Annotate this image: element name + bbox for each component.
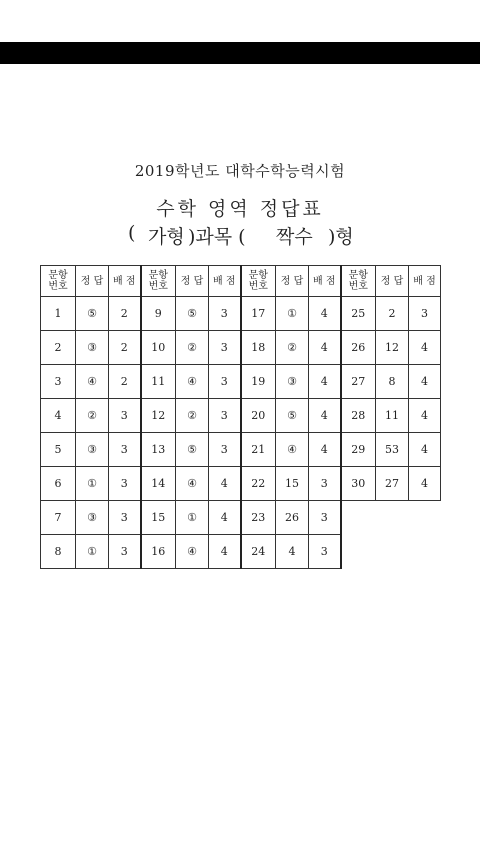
cell-answer: 53	[376, 433, 409, 467]
cell-num: 11	[141, 365, 176, 399]
cell-score: 3	[109, 501, 141, 535]
cell-answer: ④	[176, 365, 209, 399]
cell-score: 3	[109, 467, 141, 501]
cell-score: 3	[309, 535, 341, 569]
cell-num: 18	[241, 331, 276, 365]
cell-answer: ⑤	[176, 297, 209, 331]
cell-score: 3	[209, 297, 241, 331]
cell-num: 10	[141, 331, 176, 365]
cell-score: 3	[109, 399, 141, 433]
cell-score: 3	[409, 297, 441, 331]
cell-score: 4	[209, 501, 241, 535]
cell-score: 4	[309, 365, 341, 399]
header-answer-group-2: 정 답	[176, 266, 209, 297]
cell-score: 3	[209, 399, 241, 433]
cell-num: 29	[341, 433, 376, 467]
cell-score: 3	[109, 535, 141, 569]
type-close2: )형	[328, 226, 354, 248]
table-row	[41, 501, 441, 535]
cell-num: 15	[141, 501, 176, 535]
cell-num: 21	[241, 433, 276, 467]
cell-score: 3	[209, 365, 241, 399]
cell-num: 25	[341, 297, 376, 331]
cell-score: 2	[109, 297, 141, 331]
cell-score: 4	[409, 467, 441, 501]
cell-answer: ⑤	[176, 433, 209, 467]
cell-answer: ③	[76, 331, 109, 365]
cell-score: 4	[309, 331, 341, 365]
empty-cell	[409, 535, 441, 569]
cell-score: 4	[209, 535, 241, 569]
table-row	[41, 331, 441, 365]
exam-title: 2019학년도 대학수학능력시험	[134, 162, 346, 180]
type-close-paren: )과목 (	[188, 226, 246, 248]
cell-score: 3	[209, 331, 241, 365]
table-row	[41, 467, 441, 501]
cell-answer: 27	[376, 467, 409, 501]
header-score-group-3: 배 점	[309, 266, 341, 297]
cell-num: 19	[241, 365, 276, 399]
cell-score: 3	[209, 433, 241, 467]
cell-num: 2	[41, 331, 76, 365]
table-row	[41, 535, 441, 569]
cell-num: 16	[141, 535, 176, 569]
empty-cell	[376, 535, 409, 569]
cell-num: 17	[241, 297, 276, 331]
cell-answer: ②	[176, 331, 209, 365]
table-row	[41, 297, 441, 331]
cell-num: 14	[141, 467, 176, 501]
cell-answer: ②	[176, 399, 209, 433]
cell-num: 22	[241, 467, 276, 501]
cell-answer: 4	[276, 535, 309, 569]
header-answer-group-3: 정 답	[276, 266, 309, 297]
header-num-group-4: 문항 번호	[341, 266, 376, 297]
cell-answer: ④	[76, 365, 109, 399]
cell-answer: 26	[276, 501, 309, 535]
cell-answer: ⑤	[76, 297, 109, 331]
cell-answer: ①	[76, 467, 109, 501]
cell-score: 4	[309, 433, 341, 467]
header-answer-group-1: 정 답	[76, 266, 109, 297]
cell-num: 8	[41, 535, 76, 569]
header-num-group-3: 문항 번호	[241, 266, 276, 297]
table-row	[41, 433, 441, 467]
header-num-group-2: 문항 번호	[141, 266, 176, 297]
cell-score: 4	[409, 365, 441, 399]
cell-answer: ④	[276, 433, 309, 467]
cell-num: 4	[41, 399, 76, 433]
type-line	[128, 222, 368, 250]
cell-num: 9	[141, 297, 176, 331]
cell-num: 24	[241, 535, 276, 569]
cell-num: 7	[41, 501, 76, 535]
type-subtype: 짝수	[276, 226, 313, 248]
table-row	[41, 365, 441, 399]
cell-answer: ①	[76, 535, 109, 569]
cell-score: 3	[309, 467, 341, 501]
cell-num: 23	[241, 501, 276, 535]
cell-answer: ④	[176, 467, 209, 501]
empty-cell	[409, 501, 441, 535]
cell-answer: 12	[376, 331, 409, 365]
subject-title: 수학 영역 정답표	[156, 198, 324, 220]
cell-num: 12	[141, 399, 176, 433]
empty-cell	[376, 501, 409, 535]
type-name: 가형	[148, 226, 185, 248]
cell-score: 4	[209, 467, 241, 501]
cell-answer: 15	[276, 467, 309, 501]
type-open-paren: (	[128, 222, 136, 244]
cell-score: 3	[109, 433, 141, 467]
cell-num: 1	[41, 297, 76, 331]
table-body	[41, 297, 441, 569]
header-score-group-4: 배 점	[409, 266, 441, 297]
cell-answer: ②	[276, 331, 309, 365]
header-score-group-1: 배 점	[109, 266, 141, 297]
header-num-group-1: 문항 번호	[41, 266, 76, 297]
cell-answer: ③	[76, 433, 109, 467]
header-row	[41, 266, 441, 297]
cell-answer: 2	[376, 297, 409, 331]
cell-score: 4	[409, 433, 441, 467]
cell-num: 20	[241, 399, 276, 433]
cell-score: 3	[309, 501, 341, 535]
cell-answer: 8	[376, 365, 409, 399]
cell-answer: ①	[176, 501, 209, 535]
cell-score: 2	[109, 331, 141, 365]
top-black-bar	[0, 42, 480, 64]
cell-answer: ①	[276, 297, 309, 331]
cell-answer: ⑤	[276, 399, 309, 433]
cell-num: 28	[341, 399, 376, 433]
cell-answer: ③	[76, 501, 109, 535]
cell-score: 4	[409, 399, 441, 433]
empty-cell	[341, 501, 376, 535]
cell-num: 26	[341, 331, 376, 365]
cell-num: 6	[41, 467, 76, 501]
cell-score: 4	[309, 399, 341, 433]
header-answer-group-4: 정 답	[376, 266, 409, 297]
table-row	[41, 399, 441, 433]
cell-score: 2	[109, 365, 141, 399]
cell-num: 5	[41, 433, 76, 467]
cell-num: 3	[41, 365, 76, 399]
empty-cell	[341, 535, 376, 569]
cell-score: 4	[309, 297, 341, 331]
answer-table	[40, 265, 441, 569]
cell-answer: ②	[76, 399, 109, 433]
cell-num: 27	[341, 365, 376, 399]
header-score-group-2: 배 점	[209, 266, 241, 297]
cell-score: 4	[409, 331, 441, 365]
cell-num: 13	[141, 433, 176, 467]
cell-answer: ④	[176, 535, 209, 569]
cell-answer: 11	[376, 399, 409, 433]
cell-answer: ③	[276, 365, 309, 399]
cell-num: 30	[341, 467, 376, 501]
